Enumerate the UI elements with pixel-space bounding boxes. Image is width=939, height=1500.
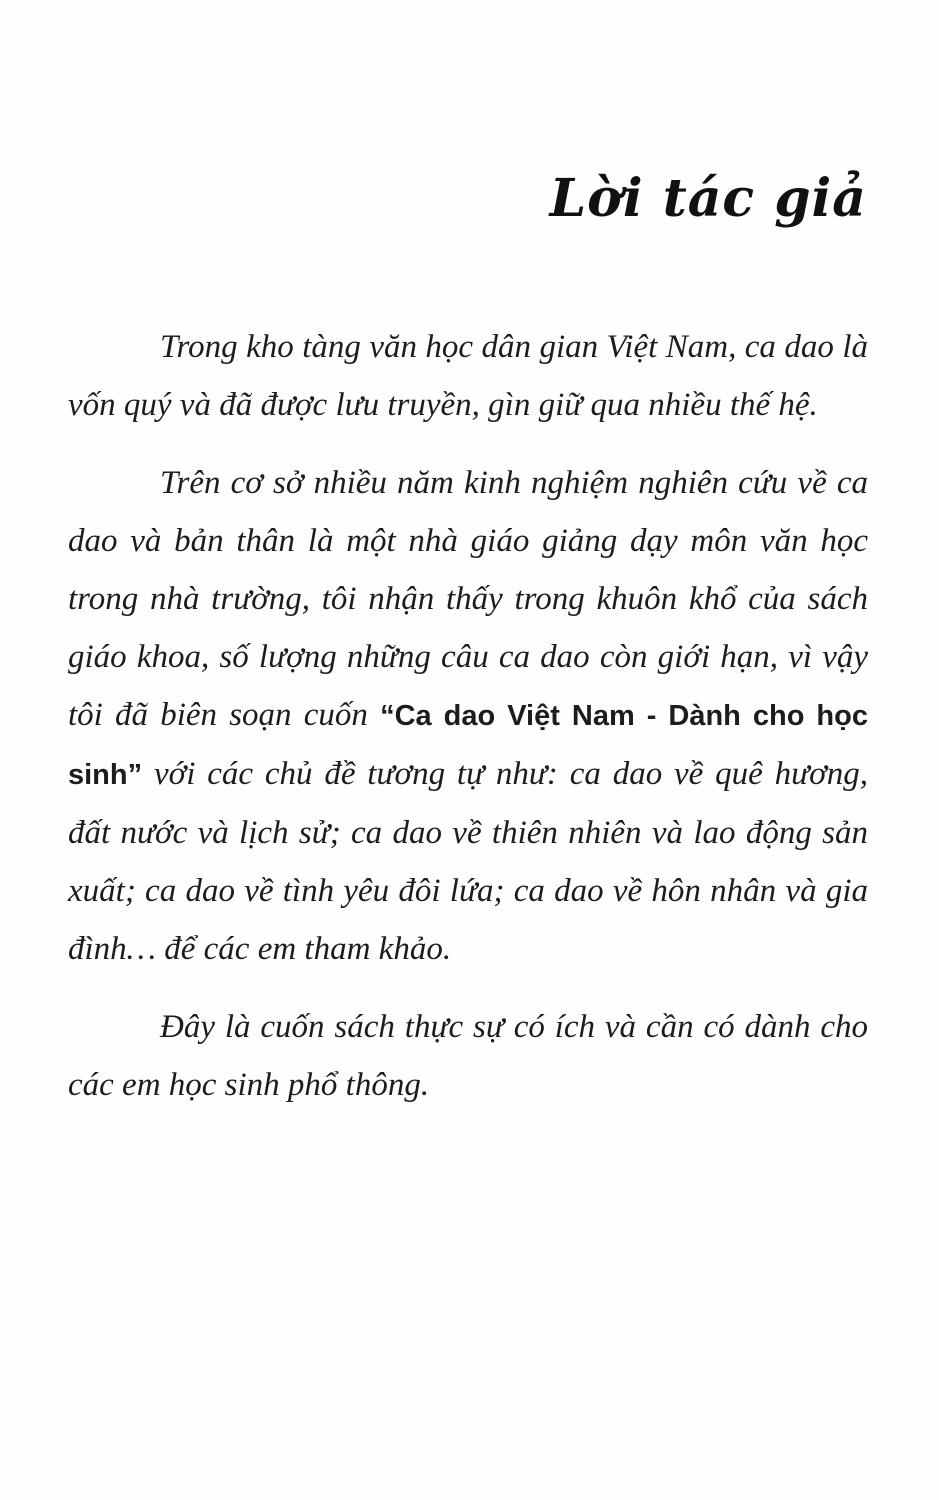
paragraph-2-text-after: với các chủ đề tương tự như: ca dao về quê hương, đất nước và lịch sử; ca dao về thiên nhiên và lao động sản xuất; ca dao về tình yêu đôi lứa; ca dao về hôn nhân và gia đình… để các em tham khảo. <box>68 756 868 967</box>
paragraph-3: Đây là cuốn sách thực sự có ích và cần có dành cho các em học sinh phổ thông. <box>68 1009 868 1103</box>
preface-body <box>68 318 868 1134</box>
paragraph-2-text-before: Trên cơ sở nhiều năm kinh nghiệm nghiên cứu về ca dao và bản thân là một nhà giáo giảng dạy môn văn học trong nhà trường, tôi nhận thấy trong khuôn khổ của sách giáo khoa, số lượng những câu ca dao còn giới hạn, vì vậy tôi đã biên soạn cuốn <box>68 465 868 733</box>
paragraph-2 <box>68 454 868 978</box>
paragraph-1: Trong kho tàng văn học dân gian Việt Nam, ca dao là vốn quý và đã được lưu truyền, gìn giữ qua nhiều thế hệ. <box>68 329 868 423</box>
page-heading: Lời tác giả <box>549 168 867 229</box>
book-title: “Ca dao Việt Nam - Dành cho học sinh” <box>68 700 868 791</box>
